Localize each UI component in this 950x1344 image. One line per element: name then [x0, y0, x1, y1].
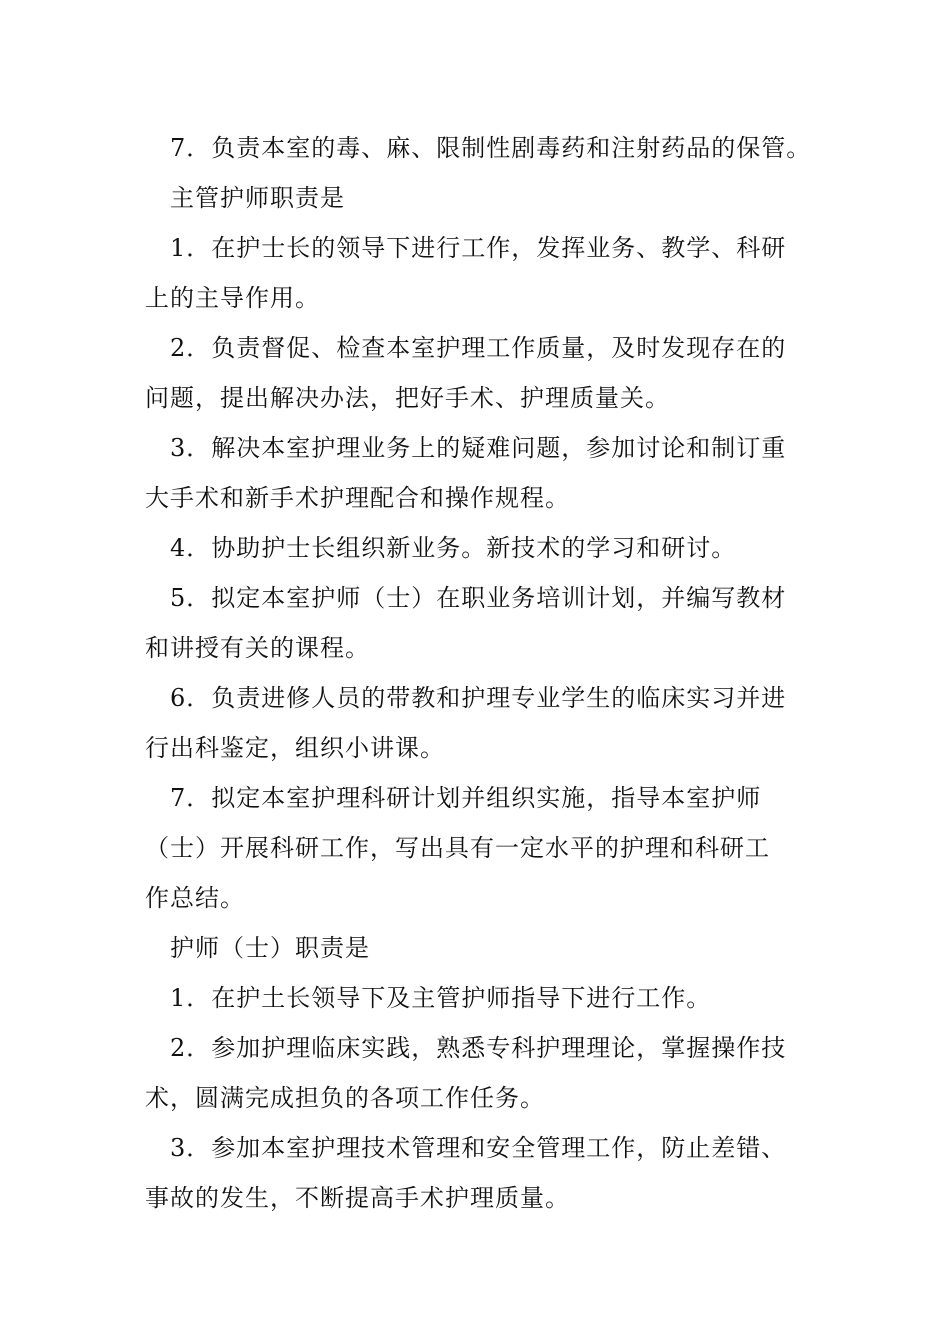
- paragraph-line: 3．解决本室护理业务上的疑难问题，参加讨论和制订重: [170, 434, 787, 462]
- paragraph-line: 7．负责本室的毒、麻、限制性剧毒药和注射药品的保管。: [170, 134, 812, 162]
- paragraph-line: 1．在护士长的领导下进行工作，发挥业务、教学、科研: [170, 234, 787, 262]
- section-heading: 主管护师职责是: [170, 184, 345, 212]
- paragraph-line: 上的主导作用。: [145, 284, 320, 312]
- section-heading: 护师（士）职责是: [170, 934, 370, 962]
- paragraph-line: 事故的发生，不断提高手术护理质量。: [145, 1184, 570, 1212]
- paragraph-line: 4．协助护士长组织新业务。新技术的学习和研讨。: [170, 534, 737, 562]
- paragraph-line: 和讲授有关的课程。: [145, 634, 370, 662]
- paragraph-line: 作总结。: [145, 884, 245, 912]
- paragraph-line: 术，圆满完成担负的各项工作任务。: [145, 1084, 545, 1112]
- paragraph-line: 5．拟定本室护师（士）在职业务培训计划，并编写教材: [170, 584, 787, 612]
- paragraph-line: 2．负责督促、检查本室护理工作质量，及时发现存在的: [170, 334, 787, 362]
- paragraph-line: 7．拟定本室护理科研计划并组织实施，指导本室护师: [170, 784, 762, 812]
- paragraph-line: 行出科鉴定，组织小讲课。: [145, 734, 445, 762]
- paragraph-line: 3．参加本室护理技术管理和安全管理工作，防止差错、: [170, 1134, 787, 1162]
- paragraph-line: 1．在护土长领导下及主管护师指导下进行工作。: [170, 984, 712, 1012]
- paragraph-line: 6．负责进修人员的带教和护理专业学生的临床实习并进: [170, 684, 787, 712]
- paragraph-line: 大手术和新手术护理配合和操作规程。: [145, 484, 570, 512]
- paragraph-line: 2．参加护理临床实践，熟悉专科护理理论，掌握操作技: [170, 1034, 787, 1062]
- paragraph-line: （士）开展科研工作，写出具有一定水平的护理和科研工: [145, 834, 770, 862]
- paragraph-line: 问题，提出解决办法，把好手术、护理质量关。: [145, 384, 670, 412]
